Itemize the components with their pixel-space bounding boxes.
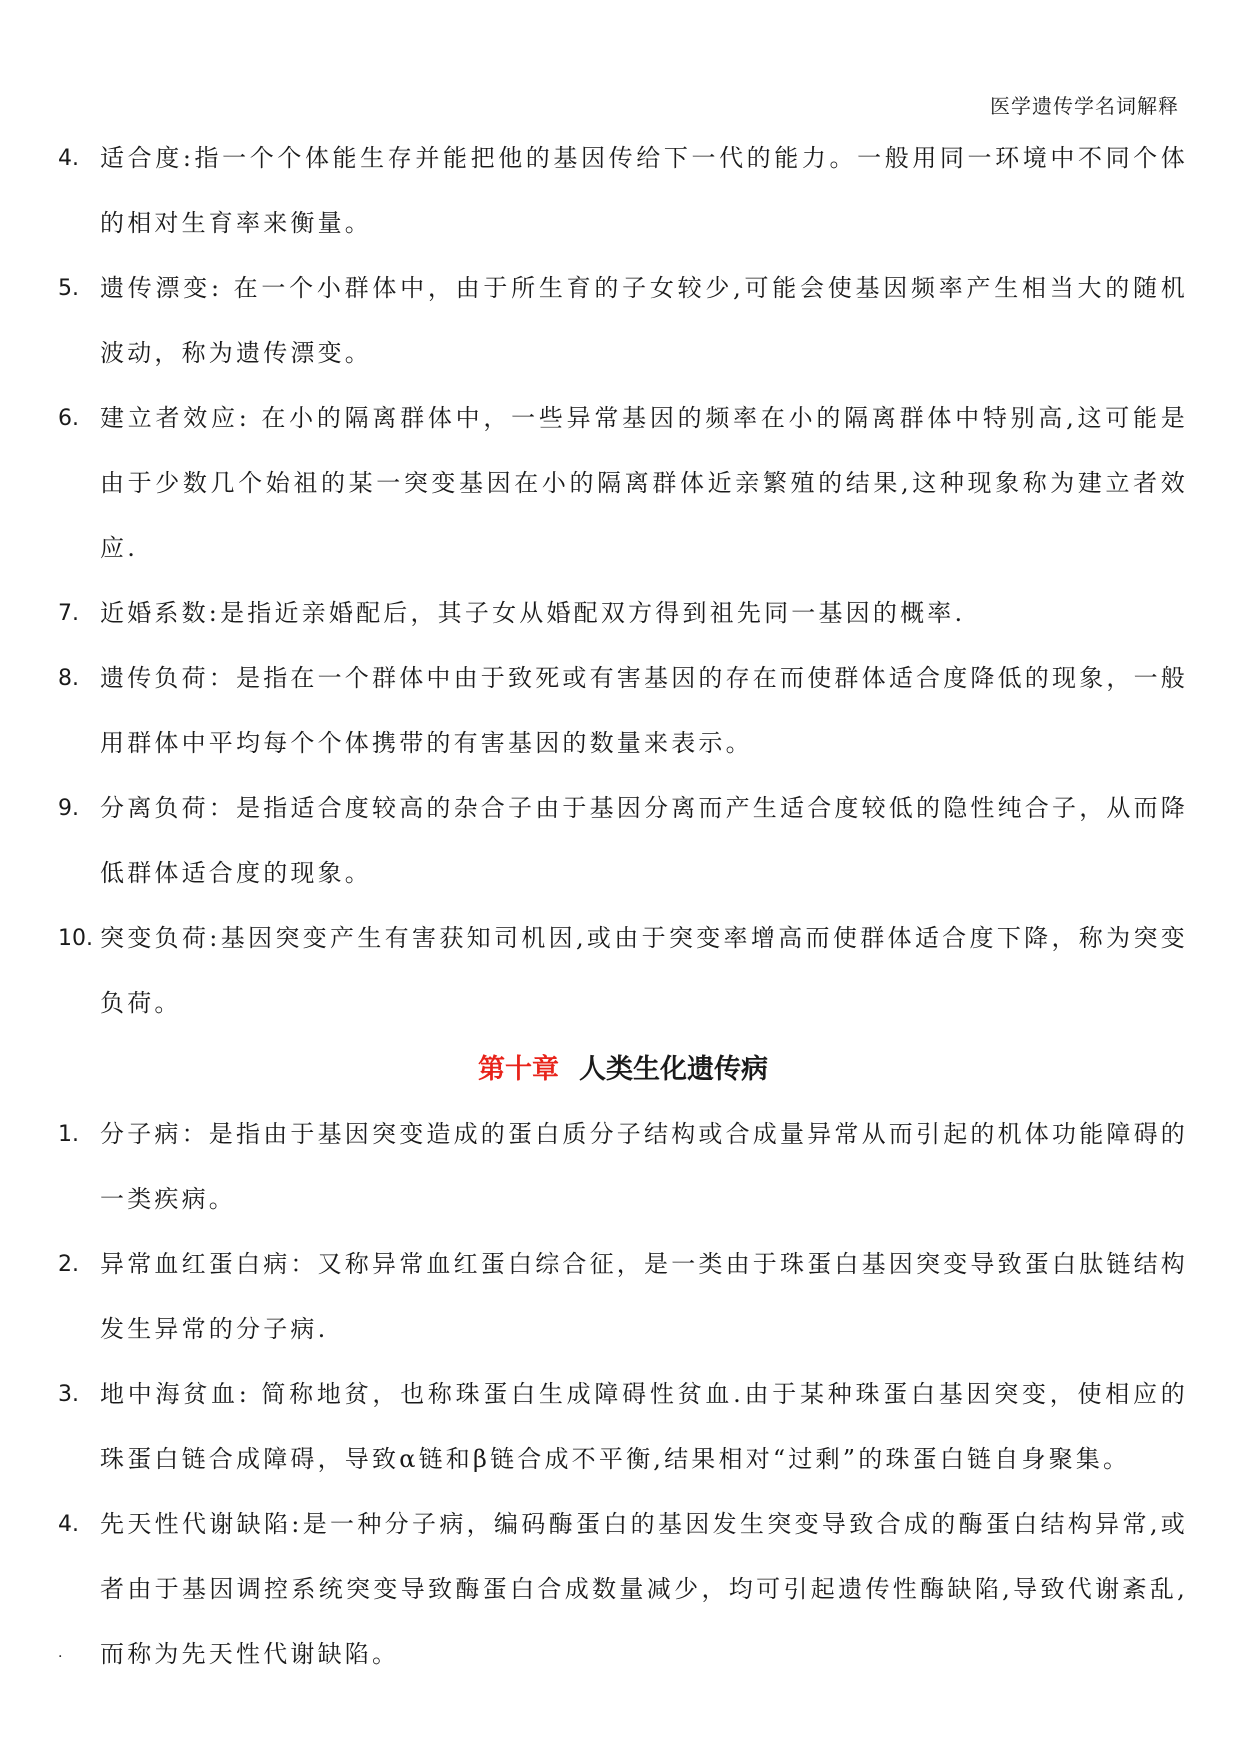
item-number: 3.: [58, 1382, 79, 1407]
item-number: 1.: [58, 1122, 79, 1147]
definition-text: 遗传负荷：是指在一个群体中由于致死或有害基因的存在而使群体适合度降低的现象，一般用群体中平均每个个体携带的有害基因的数量来表示。: [100, 664, 1188, 757]
definition-text: 异常血红蛋白病：又称异常血红蛋白综合征，是一类由于珠蛋白基因突变导致蛋白肽链结构发生异常的分子病.: [100, 1250, 1188, 1343]
chapter-number: 第十章: [478, 1054, 559, 1085]
item-number: 5.: [58, 276, 79, 301]
definition-text: 先天性代谢缺陷:是一种分子病，编码酶蛋白的基因发生突变导致合成的酶蛋白结构异常,或者由于基因调控系统突变导致酶蛋白合成数量减少，均可引起遗传性酶缺陷,导致代谢紊乱,而称为先天性代谢缺陷。: [100, 1510, 1188, 1668]
item-number: 10.: [58, 926, 93, 951]
list-item: [58, 386, 1188, 581]
item-number: 6.: [58, 406, 79, 431]
list-item: [58, 776, 1188, 906]
list-item: [58, 1362, 1188, 1492]
list-item: [58, 1102, 1188, 1232]
definition-text: 遗传漂变: 在一个小群体中，由于所生育的子女较少,可能会使基因频率产生相当大的随机波动，称为遗传漂变。: [100, 274, 1188, 367]
list-item: [58, 256, 1188, 386]
item-number: 9.: [58, 796, 79, 821]
list-item: [58, 126, 1188, 256]
definition-text: 突变负荷:基因突变产生有害获知司机因,或由于突变率增高而使群体适合度下降，称为突变负荷。: [100, 924, 1188, 1017]
definition-text: 适合度:指一个个体能生存并能把他的基因传给下一代的能力。一般用同一环境中不同个体的相对生育率来衡量。: [100, 144, 1188, 237]
item-number: 4.: [58, 146, 79, 171]
chapter-heading: [58, 1036, 1188, 1104]
definition-text: 近婚系数:是指近亲婚配后，其子女从婚配双方得到祖先同一基因的概率.: [100, 599, 966, 627]
chapter-topic: 人类生化遗传病: [579, 1054, 768, 1085]
list-item: [58, 581, 1188, 646]
definition-text: 分离负荷：是指适合度较高的杂合子由于基因分离而产生适合度较低的隐性纯合子，从而降低群体适合度的现象。: [100, 794, 1188, 887]
footer-mark: .: [58, 1645, 63, 1661]
list-item: [58, 1492, 1188, 1687]
list-item: [58, 1232, 1188, 1362]
document-body: [58, 126, 1188, 1687]
running-header: 医学遗传学名词解释: [990, 94, 1179, 118]
item-number: 4.: [58, 1512, 79, 1537]
item-number: 2.: [58, 1252, 79, 1277]
item-number: 8.: [58, 666, 79, 691]
list-item: [58, 646, 1188, 776]
definition-text: 分子病：是指由于基因突变造成的蛋白质分子结构或合成量异常从而引起的机体功能障碍的一类疾病。: [100, 1120, 1188, 1213]
list-item: [58, 906, 1188, 1036]
item-number: 7.: [58, 601, 79, 626]
definition-text: 地中海贫血: 简称地贫，也称珠蛋白生成障碍性贫血.由于某种珠蛋白基因突变，使相应的珠蛋白链合成障碍，导致α链和β链合成不平衡,结果相对“过剩”的珠蛋白链自身聚集。: [100, 1380, 1188, 1473]
definition-text: 建立者效应: 在小的隔离群体中，一些异常基因的频率在小的隔离群体中特别高,这可能是由于少数几个始祖的某一突变基因在小的隔离群体近亲繁殖的结果,这种现象称为建立者效应.: [100, 404, 1188, 562]
